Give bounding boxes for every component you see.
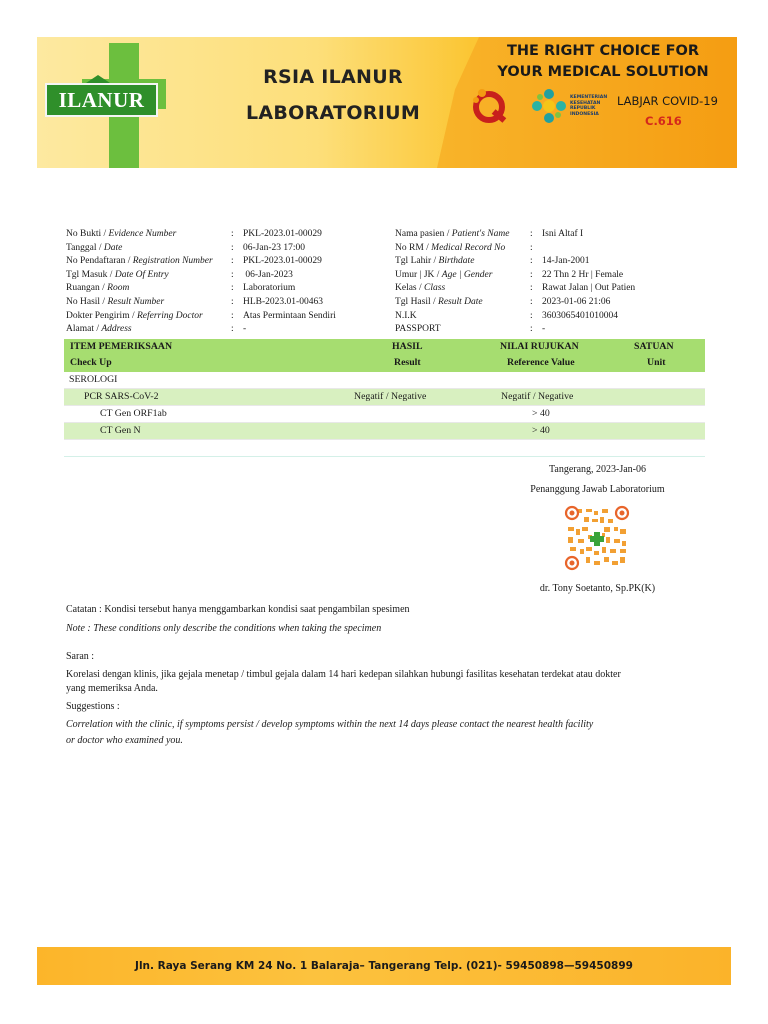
slogan-line-2: YOUR MEDICAL SOLUTION bbox=[497, 64, 709, 80]
saran-text-line-1: Korelasi dengan klinis, jika gejala menetap / timbul gejala dalam 14 hari kedepan silahkan hubungi fasilitas kesehatan terdekat atau dokter bbox=[66, 669, 621, 680]
suggestions-text-line-2: or doctor who examined you. bbox=[66, 735, 183, 746]
slogan-line-1: THE RIGHT CHOICE FOR bbox=[506, 43, 699, 59]
signature-qr-code-icon bbox=[564, 505, 630, 571]
signature-role: Penanggung Jawab Laboratorium bbox=[530, 484, 665, 495]
group-label: SEROLOGI bbox=[69, 374, 118, 385]
kemenkes-logo-icon bbox=[531, 88, 567, 124]
header-unit-id: SATUAN bbox=[634, 341, 674, 352]
suggestions-text-line-1: Correlation with the clinic, if symptoms persist / develop symptoms within the next 14 days please contact the nearest health facility bbox=[66, 719, 594, 730]
info-row-referring-doctor: Dokter Pengirim / Referring Doctor : Atas Permintaan Sendiri bbox=[66, 310, 336, 321]
table-header bbox=[64, 339, 705, 372]
logo-roof-icon bbox=[86, 75, 110, 83]
info-row-result-date: Tgl Hasil / Result Date : 2023-01-06 21:06 bbox=[395, 296, 611, 307]
header-reference-en: Reference Value bbox=[507, 357, 575, 368]
info-row-date-of-entry: Tgl Masuk / Date Of Entry : 06-Jan-2023 bbox=[66, 269, 293, 280]
info-left-column bbox=[66, 228, 336, 337]
info-row-age-gender: Umur | JK / Age | Gender : 22 Thn 2 Hr | Female bbox=[395, 269, 624, 280]
header-reference-id: NILAI RUJUKAN bbox=[500, 341, 579, 352]
row-item: CT Gen ORF1ab bbox=[100, 408, 167, 419]
hospital-name: RSIA ILANUR bbox=[263, 66, 403, 88]
info-row-class: Kelas / Class : Rawat Jalan | Out Patien bbox=[395, 283, 636, 294]
table-row bbox=[64, 423, 705, 440]
signature-city-date: Tangerang, 2023-Jan-06 bbox=[548, 464, 647, 475]
info-right-column bbox=[395, 228, 635, 337]
saran-text-line-2: yang memeriksa Anda. bbox=[66, 683, 158, 694]
row-reference: > 40 bbox=[532, 408, 550, 419]
table-row bbox=[64, 389, 705, 406]
header-result-id: HASIL bbox=[392, 341, 423, 352]
logo-text: ILANUR bbox=[58, 87, 145, 112]
header-banner bbox=[37, 37, 737, 168]
info-row-room: Ruangan / Room : Laboratorium bbox=[66, 283, 296, 294]
row-reference: Negatif / Negative bbox=[501, 391, 574, 402]
header-result-en: Result bbox=[394, 357, 421, 368]
table-group-row bbox=[64, 372, 705, 389]
info-row-registration-number: No Pendaftaran / Registration Number : PKL-2023.01-00029 bbox=[66, 256, 322, 267]
info-row-medical-record: No RM / Medical Record No : bbox=[395, 242, 533, 253]
quality-badge-icon bbox=[470, 87, 508, 129]
info-row-result-number: No Hasil / Result Number : HLB-2023.01-00463 bbox=[66, 296, 323, 307]
labjar-label: LABJAR COVID-19 bbox=[617, 94, 718, 108]
table-row bbox=[64, 406, 705, 423]
lab-name: LABORATORIUM bbox=[245, 102, 421, 124]
signature-doctor-name: dr. Tony Soetanto, Sp.PK(K) bbox=[539, 583, 656, 594]
info-row-patient-name: Nama pasien / Patient's Name : Isni Altaf I bbox=[395, 229, 584, 239]
info-row-birthdate: Tgl Lahir / Birthdate : 14-Jan-2001 bbox=[395, 256, 590, 267]
row-result: Negatif / Negative bbox=[354, 391, 427, 402]
header-item-en: Check Up bbox=[70, 357, 112, 368]
header-item-id: ITEM PEMERIKSAAN bbox=[70, 341, 173, 352]
info-row-passport: PASSPORT : - bbox=[395, 324, 546, 335]
row-reference: > 40 bbox=[532, 425, 550, 436]
hospital-logo bbox=[45, 83, 158, 117]
suggestions-label: Suggestions : bbox=[66, 701, 120, 712]
info-row-evidence-number: No Bukti / Evidence Number : PKL-2023.01-00029 bbox=[66, 229, 322, 239]
row-item: PCR SARS-CoV-2 bbox=[84, 391, 159, 402]
row-item: CT Gen N bbox=[100, 425, 141, 436]
header-unit-en: Unit bbox=[647, 357, 666, 368]
results-table bbox=[64, 339, 705, 440]
info-row-date: Tanggal / Date : 06-Jan-23 17:00 bbox=[66, 242, 306, 253]
info-row-address: Alamat / Address : - bbox=[66, 324, 247, 335]
labjar-code: C.616 bbox=[645, 114, 682, 128]
footer-address: Jln. Raya Serang KM 24 No. 1 Balaraja– Tangerang Telp. (021)- 59450898—59450899 bbox=[135, 960, 633, 972]
footer-address-bar bbox=[37, 947, 731, 985]
note-catatan: Catatan : Kondisi tersebut hanya menggambarkan kondisi saat pengambilan spesimen bbox=[66, 604, 410, 615]
note-english: Note : These conditions only describe the conditions when taking the specimen bbox=[66, 623, 382, 634]
table-bottom-divider bbox=[64, 456, 705, 457]
info-row-nik: N.I.K : 3603065401010004 bbox=[395, 310, 618, 321]
saran-label: Saran : bbox=[66, 651, 95, 662]
kemenkes-text: KEMENTERIAN KESEHATAN REPUBLIK INDONESIA bbox=[570, 95, 608, 117]
